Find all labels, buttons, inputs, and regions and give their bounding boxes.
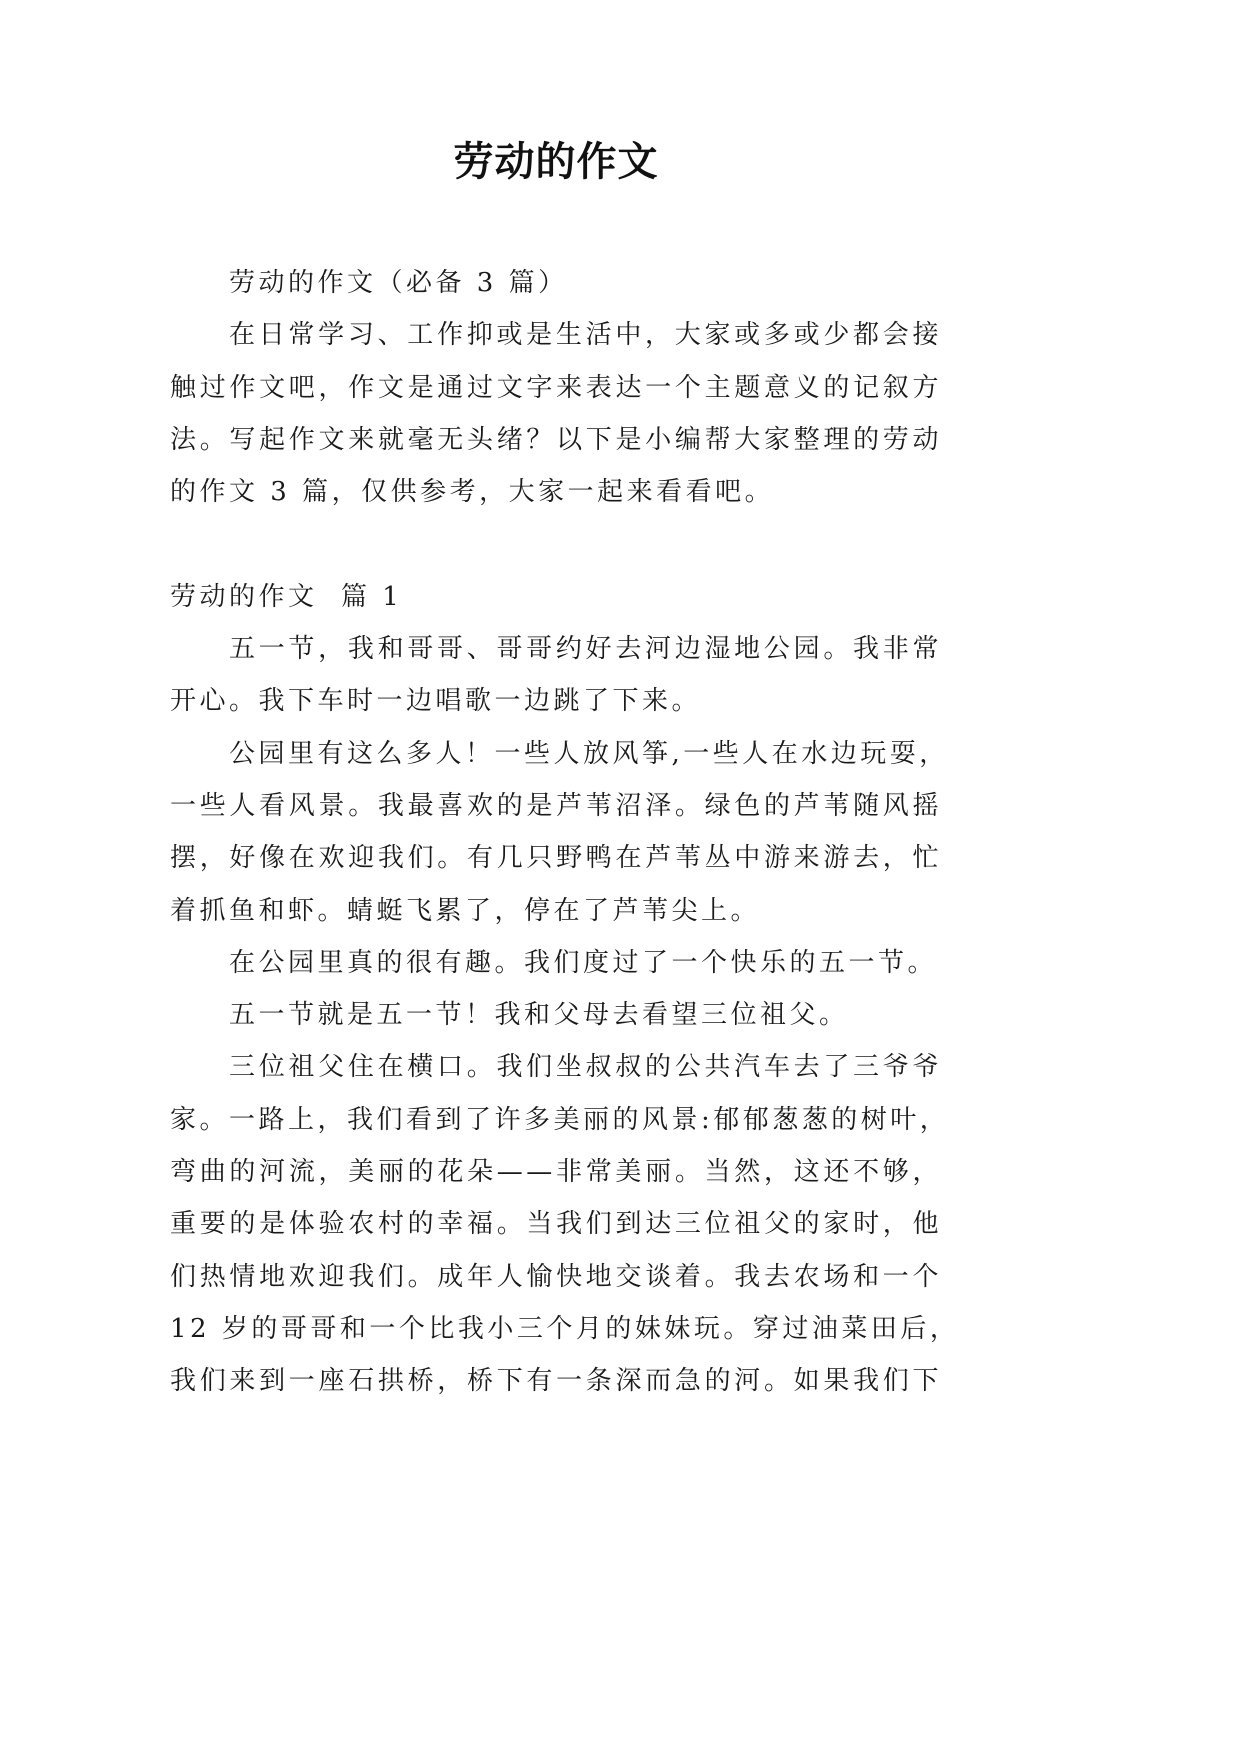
paragraph	[170, 937, 942, 989]
paragraph	[170, 1041, 960, 1407]
paragraph-line: 重要的是体验农村的幸福。当我们到达三位祖父的家时，他	[170, 1209, 942, 1240]
paragraph-line: 在日常学习、工作抑或是生活中，大家或多或少都会接	[229, 320, 942, 351]
paragraph-line: 法。写起作文来就毫无头绪？以下是小编帮大家整理的劳动	[170, 424, 942, 455]
paragraph-line: 12 岁的哥哥和一个比我小三个月的妹妹玩。穿过油菜田后，	[170, 1313, 960, 1344]
paragraph-line: 在公园里真的很有趣。我们度过了一个快乐的五一节。	[229, 947, 938, 978]
paragraph-line: 触过作文吧，作文是通过文字来表达一个主题意义的记叙方	[170, 372, 942, 403]
page-title: 劳动的作文	[453, 138, 659, 185]
paragraph-line: 五一节，我和哥哥、哥哥约好去河边湿地公园。我非常	[229, 634, 942, 665]
blank-line	[170, 518, 942, 570]
paragraph-line: 一些人看风景。我最喜欢的是芦苇沼泽。绿色的芦苇随风摇	[170, 790, 942, 821]
paragraph-line: 五一节就是五一节！我和父母去看望三位祖父。	[229, 1000, 849, 1031]
paragraph-line: 我们来到一座石拱桥，桥下有一条深而急的河。如果我们下	[170, 1366, 942, 1397]
paragraph-line: 公园里有这么多人！一些人放风筝,一些人在水边玩耍，	[229, 738, 949, 769]
intro-heading: 劳动的作文（必备 3 篇）	[229, 268, 568, 298]
paragraph-line: 三位祖父住在横口。我们坐叔叔的公共汽车去了三爷爷	[229, 1052, 942, 1083]
paragraph	[170, 989, 942, 1041]
paragraph-line: 开心。我下车时一边唱歌一边跳了下来。	[170, 686, 702, 717]
document-body	[170, 257, 960, 1408]
paragraph	[170, 623, 942, 728]
paragraph	[170, 728, 949, 937]
paragraph-line: 弯曲的河流，美丽的花朵——非常美丽。当然，这还不够，	[170, 1157, 942, 1188]
section-heading: 劳动的作文 篇 1	[170, 581, 403, 612]
paragraph-line: 家。一路上，我们看到了许多美丽的风景:郁郁葱葱的树叶，	[170, 1104, 950, 1135]
paragraph-line: 们热情地欢迎我们。成年人愉快地交谈着。我去农场和一个	[170, 1261, 942, 1292]
paragraph-line: 的作文 3 篇，仅供参考，大家一起来看看吧。	[170, 477, 775, 508]
intro-paragraph	[170, 309, 942, 518]
paragraph-line: 摆，好像在欢迎我们。有几只野鸭在芦苇丛中游来游去，忙	[170, 843, 942, 874]
paragraph-line: 着抓鱼和虾。蜻蜓飞累了，停在了芦苇尖上。	[170, 895, 761, 926]
